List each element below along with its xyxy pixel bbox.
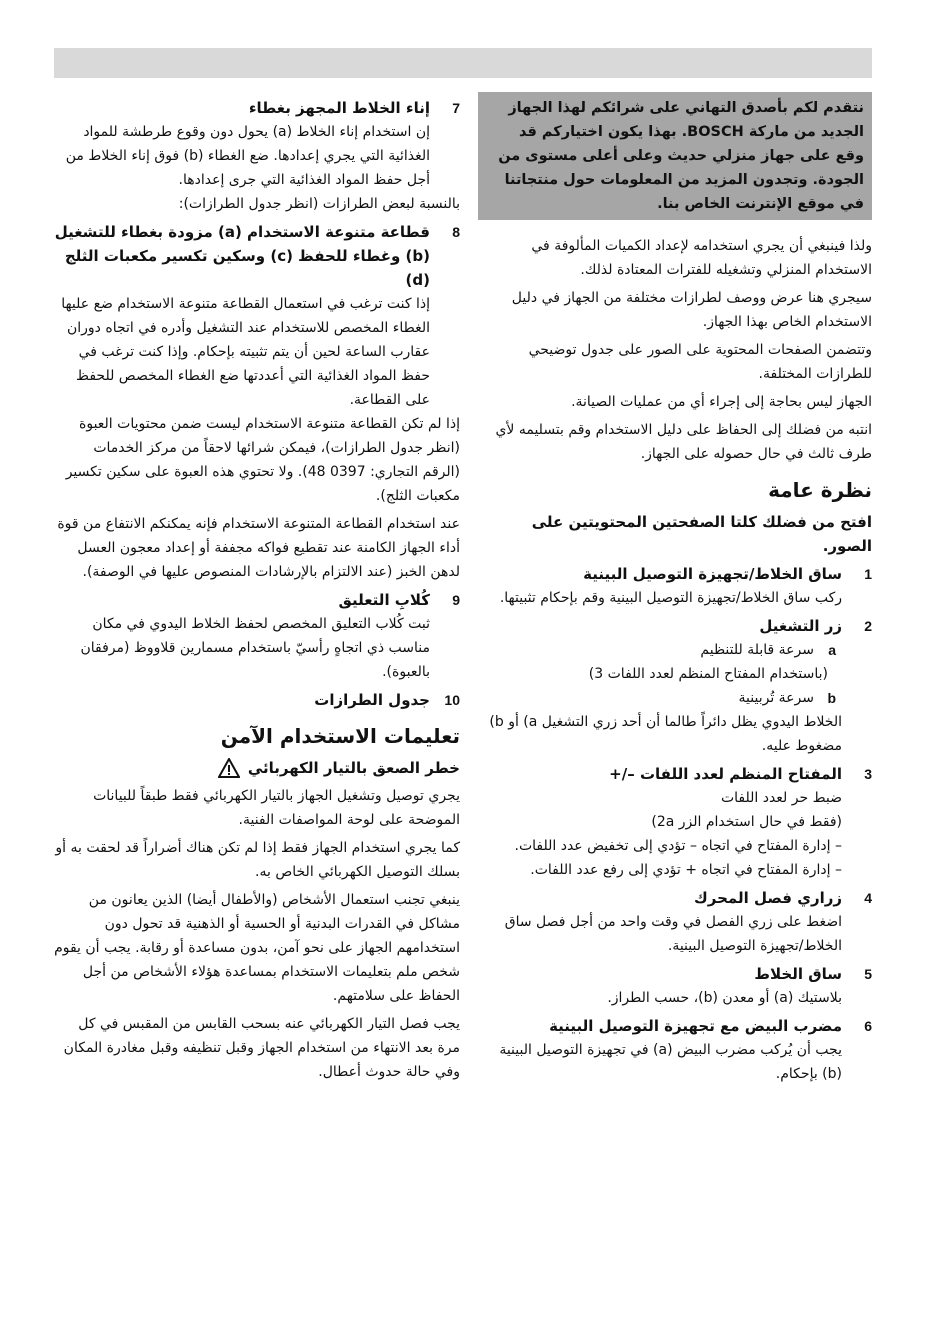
- sub-label: b: [827, 690, 836, 706]
- paragraph: ولذا فينبغي أن يجري استخدامه لإعداد الكميات المألوفة في الاستخدام المنزلي وتشغيله للفترات المعتادة لذلك.: [531, 238, 872, 278]
- list-item: [478, 614, 872, 758]
- item-number: 9: [452, 592, 460, 608]
- paragraph: انتبه من فضلك إلى الحفاظ على دليل الاستخدام وقم بتسليمه لأي طرف ثالث في حال حصوله على الجهاز.: [495, 422, 872, 462]
- item-title: إناء الخلاط المجهز بغطاء: [248, 99, 430, 117]
- item-title: جدول الطرازات: [314, 691, 430, 709]
- item-number: 7: [452, 100, 460, 116]
- item-title: ساق الخلاط: [754, 965, 842, 983]
- item-number: 5: [864, 966, 872, 982]
- item-number: 4: [864, 890, 872, 906]
- list-item: [54, 688, 460, 712]
- item-number: 6: [864, 1018, 872, 1034]
- list-item: [478, 1014, 872, 1086]
- item-text: ركب ساق الخلاط/تجهيزة التوصيل البينية وقم بإحكام تثبيتها.: [499, 590, 842, 606]
- paragraph: إذا لم تكن القطاعة متنوعة الاستخدام ليست ضمن محتويات العبوة (انظر جدول الطرازات)، فيمكن شرائها لاحقاً من مركز الخدمات (الرقم التجاري: 0397 48). ولا تحتوي هذه العبوة على سكين تكسير مكعبات الثلج).: [65, 416, 460, 504]
- item-note: (فقط في حال استخدام الزر 2a): [651, 814, 842, 830]
- item-text: إذا كنت ترغب في استعمال القطاعة متنوعة الاستخدام ضع عليها الغطاء المخصص للاستخدام عند التشغيل وأدره في اتجاه دوران عقارب الساعة لحين أن يتم تثبيته بإحكام. وإذا كنت ترغب في حفظ المواد الغذائية التي أعددتها ضع الغطاء المخصص للحفظ على القطاعة.: [61, 296, 430, 408]
- item-text: الخلاط اليدوي يظل دائراً طالما أن أحد زري التشغيل a) أو b) مضغوط عليه.: [489, 714, 842, 754]
- item-text: ضبط حر لعدد اللفات: [720, 790, 842, 806]
- list-item: [54, 588, 460, 684]
- item-number: 8: [452, 224, 460, 240]
- item-text: اضغط على زري الفصل في وقت واحد من أجل فصل ساق الخلاط/تجهيزة التوصيل البينية.: [504, 914, 842, 954]
- paragraph: بالنسبة لبعض الطرازات (انظر جدول الطرازات):: [178, 196, 460, 212]
- paragraph: يجري توصيل وتشغيل الجهاز بالتيار الكهربائي فقط طبقاً للبيانات الموضحة على لوحة المواصفات الفنية.: [93, 788, 460, 828]
- left-column: [54, 92, 460, 1088]
- item-number: 2: [864, 618, 872, 634]
- intro-box: نتقدم لكم بأصدق التهاني على شرائكم لهذا الجهاز الجديد من ماركة BOSCH. بهذا يكون اختياركم قد وقع على جهاز منزلي حديث وعلى أعلى مستوى من الجودة. وتجدون المزيد من المعلومات حول منتجاتنا في موقع الإنترنت الخاص بنا.: [478, 92, 872, 220]
- item-title: زراري فصل المحرك: [694, 889, 842, 907]
- header-bar: [54, 48, 872, 78]
- section-heading-overview: نظرة عامة: [768, 478, 872, 502]
- right-column: [478, 92, 872, 1086]
- sub-label: a: [828, 642, 836, 658]
- sub-text: سرعة تُربينية: [738, 690, 814, 706]
- item-text: بلاستيك (a) أو معدن (b)، حسب الطراز.: [607, 990, 842, 1006]
- paragraph: سيجري هنا عرض ووصف لطرازات مختلفة من الجهاز في دليل الاستخدام الخاص بهذا الجهاز.: [511, 290, 872, 330]
- dash-item: – إدارة المفتاح في اتجاه – تؤدي إلى تخفيض عدد اللفات.: [478, 834, 842, 858]
- paragraph: الجهاز ليس بحاجة إلى إجراء أي من عمليات الصيانة.: [571, 394, 872, 410]
- item-title: كُلابِ التعليق: [338, 591, 430, 609]
- item-number: 3: [864, 766, 872, 782]
- paragraph: يجب فصل التيار الكهربائي عنه بسحب القابس من المقبس في كل مرة بعد الانتهاء من استخدام الجهاز وقبل تنظيفه وقبل مغادرة المكان وفي حالة حدوث أعطال.: [63, 1016, 460, 1080]
- list-item: [478, 886, 872, 958]
- paragraph: وتتضمن الصفحات المحتوية على الصور على جدول توضيحي للطرازات المختلفة.: [528, 342, 872, 382]
- warning-triangle-icon: [218, 758, 240, 778]
- paragraph: كما يجري استخدام الجهاز فقط إذا لم تكن هناك أضراراً قد لحقت به أو بسلك التوصيل الكهربائي الخاص به.: [55, 840, 460, 880]
- list-item: [478, 562, 872, 610]
- list-item: [478, 962, 872, 1010]
- sub-note: (باستخدام المفتاح المنظم لعدد اللفات 3): [588, 666, 828, 682]
- item-title: مضرب البيض مع تجهيزة التوصيل البينية: [549, 1017, 842, 1035]
- item-number: 10: [444, 692, 460, 708]
- item-title: زر التشغيل: [759, 617, 842, 635]
- item-number: 1: [864, 566, 872, 582]
- list-item: [54, 96, 460, 192]
- item-text: يجب أن يُركب مضرب البيض (a) في تجهيزة التوصيل البينية (b) بإحكام.: [499, 1042, 842, 1082]
- item-title: المفتاح المنظم لعدد اللفات –/+: [609, 765, 842, 783]
- section-heading-safety: تعليمات الاستخدام الآمن: [220, 724, 460, 748]
- paragraph: عند استخدام القطاعة المتنوعة الاستخدام فإنه يمكنكم الانتفاع من قوة أداء الجهاز الكامنة عند تقطيع فواكه مجففة أو إعداد معجون العسل لدهن الخبز (عند الالتزام بالإرشادات المنصوص عليها في الوصفة).: [57, 516, 460, 580]
- list-item: [478, 762, 872, 882]
- item-text: ثبت كُلاب التعليق المخصص لحفظ الخلاط اليدوي في مكان مناسب ذي اتجاهٍ رأسيّ باستخدام مسمارين قلاووظ (مرفقان بالعبوة).: [80, 616, 430, 680]
- dash-item: – إدارة المفتاح في اتجاه + تؤدي إلى رفع عدد اللفات.: [478, 858, 842, 882]
- lead-text: افتح من فضلك كلتا الصفحتين المحتويتين على الصور.: [531, 513, 872, 555]
- paragraph: ينبغي تجنب استعمال الأشخاص (والأطفال أيضا) الذين يعانون من مشاكل في القدرات البدنية أو الحسية أو الذهنية قد تحول دون استخدامهم الجهاز على نحو آمن، بدون مساعدة أو رقابة. يجب أن يقوم شخص ملم بتعليمات الاستخدام بمساعدة هؤلاء الأشخاص من أجل الحفاظ على سلامتهم.: [54, 892, 460, 1004]
- item-text: إن استخدام إناء الخلاط (a) يحول دون وقوع طرطشة للمواد الغذائية التي يجري إعدادها. ضع الغطاء (b) فوق إناء الخلاط من أجل حفظ المواد الغذائية التي جرى إعدادها.: [65, 124, 430, 188]
- item-title: قطاعة متنوعة الاستخدام (a) مزودة بغطاء للتشغيل (b) وغطاء للحفظ (c) وسكين تكسير مكعبات الثلج (d): [54, 223, 430, 289]
- warning-heading: [54, 756, 460, 780]
- sub-text: سرعة قابلة للتنظيم: [700, 642, 814, 658]
- warning-title-text: خطر الصعق بالتيار الكهربائي: [247, 759, 460, 777]
- item-title: ساق الخلاط/تجهيزة التوصيل البينية: [583, 565, 842, 583]
- list-item: [54, 220, 460, 412]
